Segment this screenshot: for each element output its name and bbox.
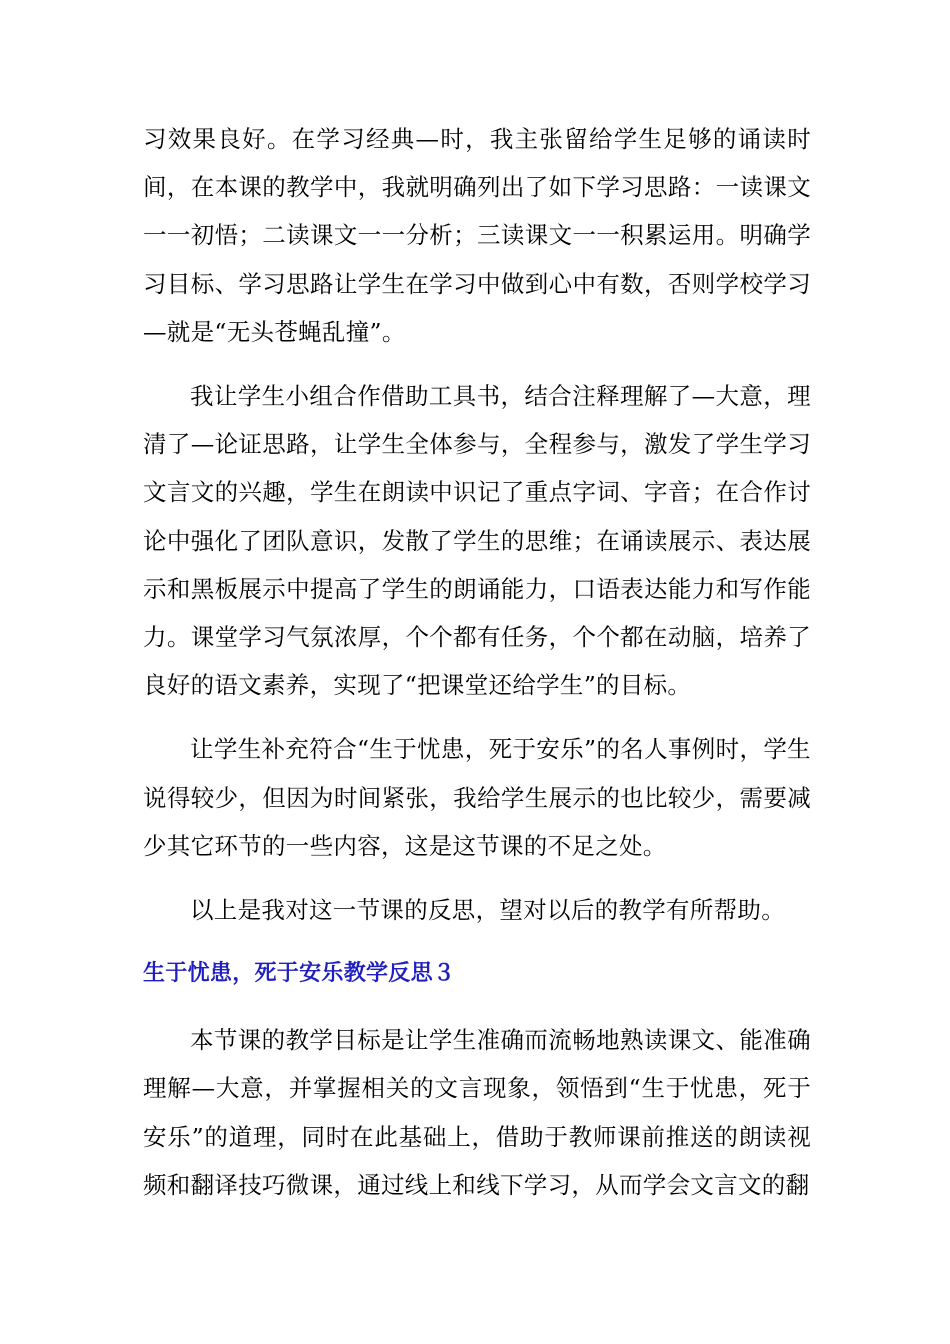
document-body — [143, 115, 811, 1225]
paragraph-5: 本节课的教学目标是让学生准确而流畅地熟读课文、能准确理解—大意，并掌握相关的文言现象，领悟到“生于忧患，死于安乐”的道理，同时在此基础上，借助于教师课前推送的朗读视频和翻译技巧微课，通过线上和线下学习，从而学会文言文的翻 — [143, 1026, 811, 1199]
paragraph-1: 习效果良好。在学习经典—时，我主张留给学生足够的诵读时间，在本课的教学中，我就明确列出了如下学习思路：一读课文一一初悟；二读课文一一分析；三读课文一一积累运用。明确学习目标、学习思路让学生在学习中做到心中有数，否则学校学习—就是“无头苍蝇乱撞”。 — [143, 125, 811, 346]
section-heading: 生于忧患，死于安乐教学反思３ — [143, 961, 456, 987]
paragraph-3: 让学生补充符合“生于忧患，死于安乐”的名人事例时，学生说得较少，但因为时间紧张，我给学生展示的也比较少，需要减少其它环节的一些内容，这是这节课的不足之处。 — [143, 735, 811, 860]
paragraph-2: 我让学生小组合作借助工具书，结合注释理解了—大意，理清了—论证思路，让学生全体参与，全程参与，激发了学生学习文言文的兴趣，学生在朗读中识记了重点字词、字音；在合作讨论中强化了团队意识，发散了学生的思维；在诵读展示、表达展示和黑板展示中提高了学生的朗诵能力，口语表达能力和写作能力。课堂学习气氛浓厚，个个都有任务，个个都在动脑，培养了良好的语文素养，实现了“把课堂还给学生”的目标。 — [143, 382, 811, 700]
paragraph-4: 以上是我对这一节课的反思，望对以后的教学有所帮助。 — [190, 896, 785, 925]
